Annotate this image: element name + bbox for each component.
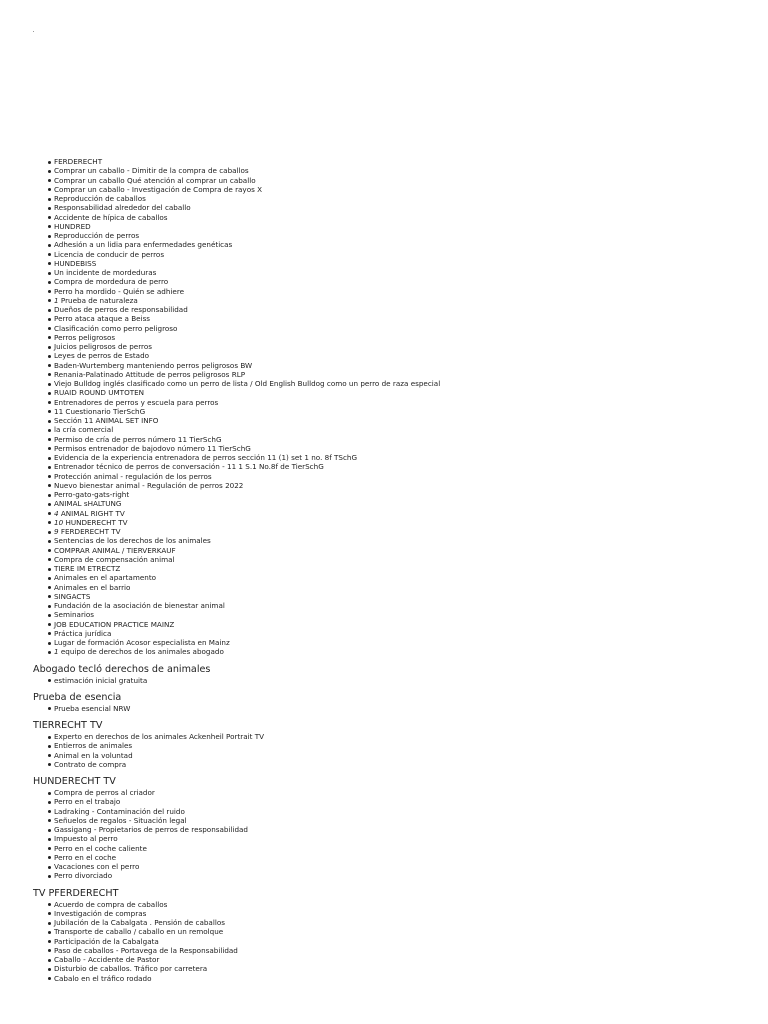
list-item-link[interactable]: Sentencias de los derechos de los animales [54, 536, 211, 546]
list-item-link[interactable]: Entrenador técnico de perros de conversación - 11 1 S.1 No.8f de TierSchG [54, 462, 324, 472]
list-item[interactable] [54, 807, 753, 816]
list-item-link[interactable]: Accidente de hípica de caballos [54, 212, 168, 222]
list-item-link[interactable]: Disturbio de caballos. Tráfico por carretera [54, 964, 208, 974]
list-item-link[interactable]: Jubilación de la Cabalgata . Pensión de caballos [54, 918, 225, 927]
list-item-link[interactable]: Clasificación como perro peligroso [54, 323, 178, 333]
list-item-link[interactable]: Acuerdo de compra de caballos [54, 899, 168, 909]
list-item-link[interactable]: Perro en el coche [54, 852, 117, 862]
list-item-link[interactable]: Caballo - Accidente de Pastor [54, 955, 160, 964]
list-item[interactable] [54, 909, 753, 918]
list-item[interactable] [54, 435, 753, 444]
list-item-link[interactable]: Protección animal - regulación de los perros [54, 471, 212, 481]
list-item-link[interactable]: COMPRAR ANIMAL / TIERVERKAUF [54, 545, 176, 555]
list-item-link[interactable]: Reproducción de perros [54, 231, 140, 240]
list-item[interactable] [54, 351, 753, 360]
list-item[interactable] [54, 620, 753, 629]
list-item[interactable] [54, 518, 753, 527]
list-item[interactable] [54, 370, 753, 379]
list-item[interactable] [54, 900, 753, 909]
list-item-link[interactable]: Juicios peligrosos de perros [54, 342, 152, 351]
list-item-link[interactable]: Permisos entrenador de bajodovo número 11 TierSchG [54, 443, 251, 453]
list-item[interactable] [54, 704, 753, 713]
section-heading: TIERRECHT TV [33, 720, 103, 731]
list-item-link[interactable]: Leyes de perros de Estado [54, 351, 150, 361]
list-item-link[interactable]: Experto en derechos de los animales Ackenheil Portrait TV [54, 732, 265, 741]
section [33, 720, 753, 769]
list-item-link[interactable]: Un incidente de mordeduras [54, 268, 157, 277]
list-item-link[interactable]: Impuesto al perro [54, 834, 118, 844]
main-link-list [33, 157, 753, 657]
list-item[interactable] [54, 955, 753, 964]
list-item[interactable] [54, 862, 753, 871]
list-item[interactable] [54, 416, 753, 425]
list-item-link[interactable]: Compra de compensación animal [54, 554, 175, 564]
list-item[interactable] [54, 277, 753, 286]
list-item[interactable] [54, 444, 753, 453]
list-item[interactable] [54, 937, 753, 946]
list-item-link[interactable]: Seminarios [54, 610, 95, 620]
list-item[interactable] [54, 453, 753, 462]
list-item[interactable] [54, 296, 753, 305]
list-item-link[interactable]: RUAID ROUND UMTOTEN [54, 388, 145, 398]
list-item[interactable] [54, 751, 753, 760]
list-item[interactable] [54, 629, 753, 638]
list-item[interactable] [54, 853, 753, 862]
list-item-link[interactable]: 1 equipo de derechos de los animales abogado [54, 647, 224, 657]
list-item[interactable] [54, 472, 753, 481]
list-item[interactable] [54, 871, 753, 880]
section [33, 776, 753, 881]
list-item[interactable] [54, 213, 753, 222]
sections-container [33, 664, 753, 983]
list-item[interactable] [54, 361, 753, 370]
list-item-link[interactable]: Animal en la voluntad [54, 750, 133, 760]
list-item[interactable] [54, 676, 753, 685]
list-item-link[interactable]: HUNDEBISS [54, 258, 97, 268]
list-item[interactable] [54, 974, 753, 983]
list-item[interactable] [54, 314, 753, 323]
list-item[interactable] [54, 647, 753, 656]
section-link-list [33, 732, 753, 769]
list-item-link[interactable]: Compra de perros al criador [54, 788, 155, 797]
list-item[interactable] [54, 555, 753, 564]
list-item-link[interactable]: Renania-Palatinado Attitude de perros peligrosos RLP [54, 369, 246, 379]
list-item-link[interactable]: Sección 11 ANIMAL SET INFO [54, 416, 159, 425]
list-item[interactable] [54, 964, 753, 973]
list-item[interactable] [54, 601, 753, 610]
list-item-link[interactable]: FERDERECHT [54, 157, 103, 166]
list-item-link[interactable]: Señuelos de regalos - Situación legal [54, 815, 187, 825]
list-item[interactable] [54, 499, 753, 508]
section-link-list [33, 676, 753, 685]
list-item-link[interactable]: SINGACTS [54, 591, 91, 601]
list-item-link[interactable]: Comprar un caballo Qué atención al comprar un caballo [54, 175, 256, 185]
section-link-list [33, 900, 753, 983]
list-item[interactable] [54, 564, 753, 573]
list-item[interactable] [54, 166, 753, 175]
section-heading: TV PFERDERECHT [33, 887, 119, 899]
section [33, 888, 753, 983]
list-item-link[interactable]: 1 Prueba de naturaleza [54, 295, 138, 305]
list-item[interactable] [54, 490, 753, 499]
list-item[interactable] [54, 324, 753, 333]
list-item-link[interactable]: Perro divorciado [54, 871, 113, 881]
item-number: 1 [54, 647, 59, 657]
list-item-link[interactable]: TIERE IM ETRECTZ [54, 564, 121, 573]
list-item-link[interactable]: Comprar un caballo - Investigación de Compra de rayos X [54, 184, 263, 194]
list-item[interactable] [54, 305, 753, 314]
list-item-link[interactable]: Compra de mordedura de perro [54, 277, 169, 287]
list-item[interactable] [54, 407, 753, 416]
list-item-link[interactable]: Investigación de compras [54, 908, 147, 918]
list-item[interactable] [54, 203, 753, 212]
list-item-link[interactable]: Reproducción de caballos [54, 194, 146, 203]
list-item[interactable] [54, 333, 753, 342]
list-item[interactable] [54, 231, 753, 240]
list-item[interactable] [54, 638, 753, 647]
list-item[interactable] [54, 268, 753, 277]
list-item[interactable] [54, 788, 753, 797]
list-item-link[interactable]: Perro ataca ataque a Beiss [54, 314, 151, 324]
list-item-link[interactable]: Animales en el barrio [54, 582, 131, 592]
list-item[interactable] [54, 927, 753, 936]
list-item[interactable] [54, 816, 753, 825]
list-item[interactable] [54, 946, 753, 955]
list-item[interactable] [54, 194, 753, 203]
list-item-link[interactable]: Cabalo en el tráfico rodado [54, 973, 152, 983]
list-item-link[interactable]: Viejo Bulldog inglés clasificado como un perro de lista / Old English Bulldog como un perro de raza especial [54, 379, 441, 388]
list-item[interactable] [54, 379, 753, 388]
list-item[interactable] [54, 732, 753, 741]
list-item-link[interactable]: Dueños de perros de responsabilidad [54, 305, 188, 314]
list-item-link[interactable]: Perro-gato-gats-right [54, 490, 130, 499]
section [33, 664, 753, 685]
section-heading: Prueba de esencia [33, 691, 122, 703]
list-item[interactable] [54, 509, 753, 518]
list-item[interactable] [54, 342, 753, 351]
item-number: 10 [54, 517, 64, 527]
list-item-link[interactable]: Fundación de la asociación de bienestar animal [54, 601, 225, 610]
list-item[interactable] [54, 592, 753, 601]
list-item[interactable] [54, 287, 753, 296]
list-item[interactable] [54, 527, 753, 536]
list-item-link[interactable]: Participación de la Cabalgata [54, 936, 159, 946]
list-item-link[interactable]: Perro ha mordido - Quién se adhiere [54, 286, 185, 296]
list-item[interactable] [54, 157, 753, 166]
list-item-link[interactable]: Lugar de formación Acosor especialista en Mainz [54, 638, 230, 647]
list-item-link[interactable]: JOB EDUCATION PRACTICE MAINZ [54, 619, 175, 629]
list-item-link[interactable]: 10 HUNDERECHT TV [54, 517, 128, 527]
list-item[interactable] [54, 583, 753, 592]
list-item[interactable] [54, 825, 753, 834]
list-item-link[interactable]: Perro en el coche caliente [54, 843, 147, 853]
document-body [33, 157, 753, 983]
section-link-list [33, 704, 753, 713]
list-item-link[interactable]: Contrato de compra [54, 759, 127, 769]
list-item-link[interactable]: Ladraking - Contaminación del ruido [54, 806, 185, 816]
list-item[interactable] [54, 481, 753, 490]
section-heading: Abogado tecló derechos de animales [33, 663, 211, 675]
list-item[interactable] [54, 176, 753, 185]
list-item[interactable] [54, 398, 753, 407]
list-item-link[interactable]: Nuevo bienestar animal - Regulación de perros 2022 [54, 480, 244, 490]
list-item[interactable] [54, 185, 753, 194]
list-item-link[interactable]: Animales en el apartamento [54, 573, 157, 583]
item-number: 4 [54, 508, 59, 518]
list-item-link[interactable]: 11 Cuestionario TierSchG [54, 406, 146, 416]
list-item[interactable] [54, 760, 753, 769]
list-item[interactable] [54, 573, 753, 582]
list-item-link[interactable]: Transporte de caballo / caballo en un remolque [54, 927, 224, 937]
list-item-link[interactable]: Licencia de conducir de perros [54, 249, 165, 259]
list-item[interactable] [54, 797, 753, 806]
item-number: 9 [54, 527, 59, 536]
section-link-list [33, 788, 753, 881]
list-item-link[interactable]: Paso de caballos - Portavega de la Responsabilidad [54, 945, 238, 955]
item-number: 1 [54, 295, 59, 305]
list-item-link[interactable]: Permiso de cría de perros número 11 TierSchG [54, 434, 222, 444]
list-item-link[interactable]: Vacaciones con el perro [54, 862, 140, 871]
list-item-link[interactable]: 4 ANIMAL RIGHT TV [54, 508, 125, 518]
list-item-link[interactable]: Baden-Wurtemberg manteniendo perros peligrosos BW [54, 360, 253, 370]
list-item[interactable] [54, 388, 753, 397]
list-item-link[interactable]: Perros peligrosos [54, 332, 116, 342]
list-item[interactable] [54, 834, 753, 843]
list-item-link[interactable]: HUNDRED [54, 221, 91, 231]
list-item[interactable] [54, 425, 753, 434]
list-item[interactable] [54, 462, 753, 471]
list-item-link[interactable]: estimación inicial gratuita [54, 675, 148, 685]
list-item[interactable] [54, 259, 753, 268]
list-item-link[interactable]: Prueba esencial NRW [54, 703, 131, 713]
list-item-link[interactable]: Entrenadores de perros y escuela para perros [54, 397, 219, 407]
list-item-link[interactable]: Entierros de animales [54, 741, 133, 751]
list-item-link[interactable]: Adhesión a un lidia para enfermedades genéticas [54, 240, 233, 250]
list-item-link[interactable]: ANIMAL sHALTUNG [54, 499, 122, 509]
list-item-link[interactable]: la cría comercial [54, 425, 114, 435]
list-item-link[interactable]: Evidencia de la experiencia entrenadora de perros sección 11 (1) set 1 no. 8f TSchG [54, 453, 358, 462]
list-item[interactable] [54, 918, 753, 927]
section [33, 692, 753, 713]
list-item[interactable] [54, 240, 753, 249]
list-item[interactable] [54, 536, 753, 545]
list-item-link[interactable]: 9 FERDERECHT TV [54, 527, 121, 536]
list-item[interactable] [54, 844, 753, 853]
list-item[interactable] [54, 546, 753, 555]
list-item-link[interactable]: Perro en el trabajo [54, 797, 121, 807]
page-marker [33, 31, 34, 32]
list-item[interactable] [54, 250, 753, 259]
list-item-link[interactable]: Responsabilidad alrededor del caballo [54, 203, 191, 213]
list-item[interactable] [54, 610, 753, 619]
list-item-link[interactable]: Gassigang - Propietarios de perros de responsabilidad [54, 825, 248, 834]
section-heading: HUNDERECHT TV [33, 776, 116, 787]
list-item-link[interactable]: Comprar un caballo - Dimitir de la compra de caballos [54, 166, 249, 176]
list-item[interactable] [54, 741, 753, 750]
list-item-link[interactable]: Práctica jurídica [54, 628, 112, 638]
list-item[interactable] [54, 222, 753, 231]
